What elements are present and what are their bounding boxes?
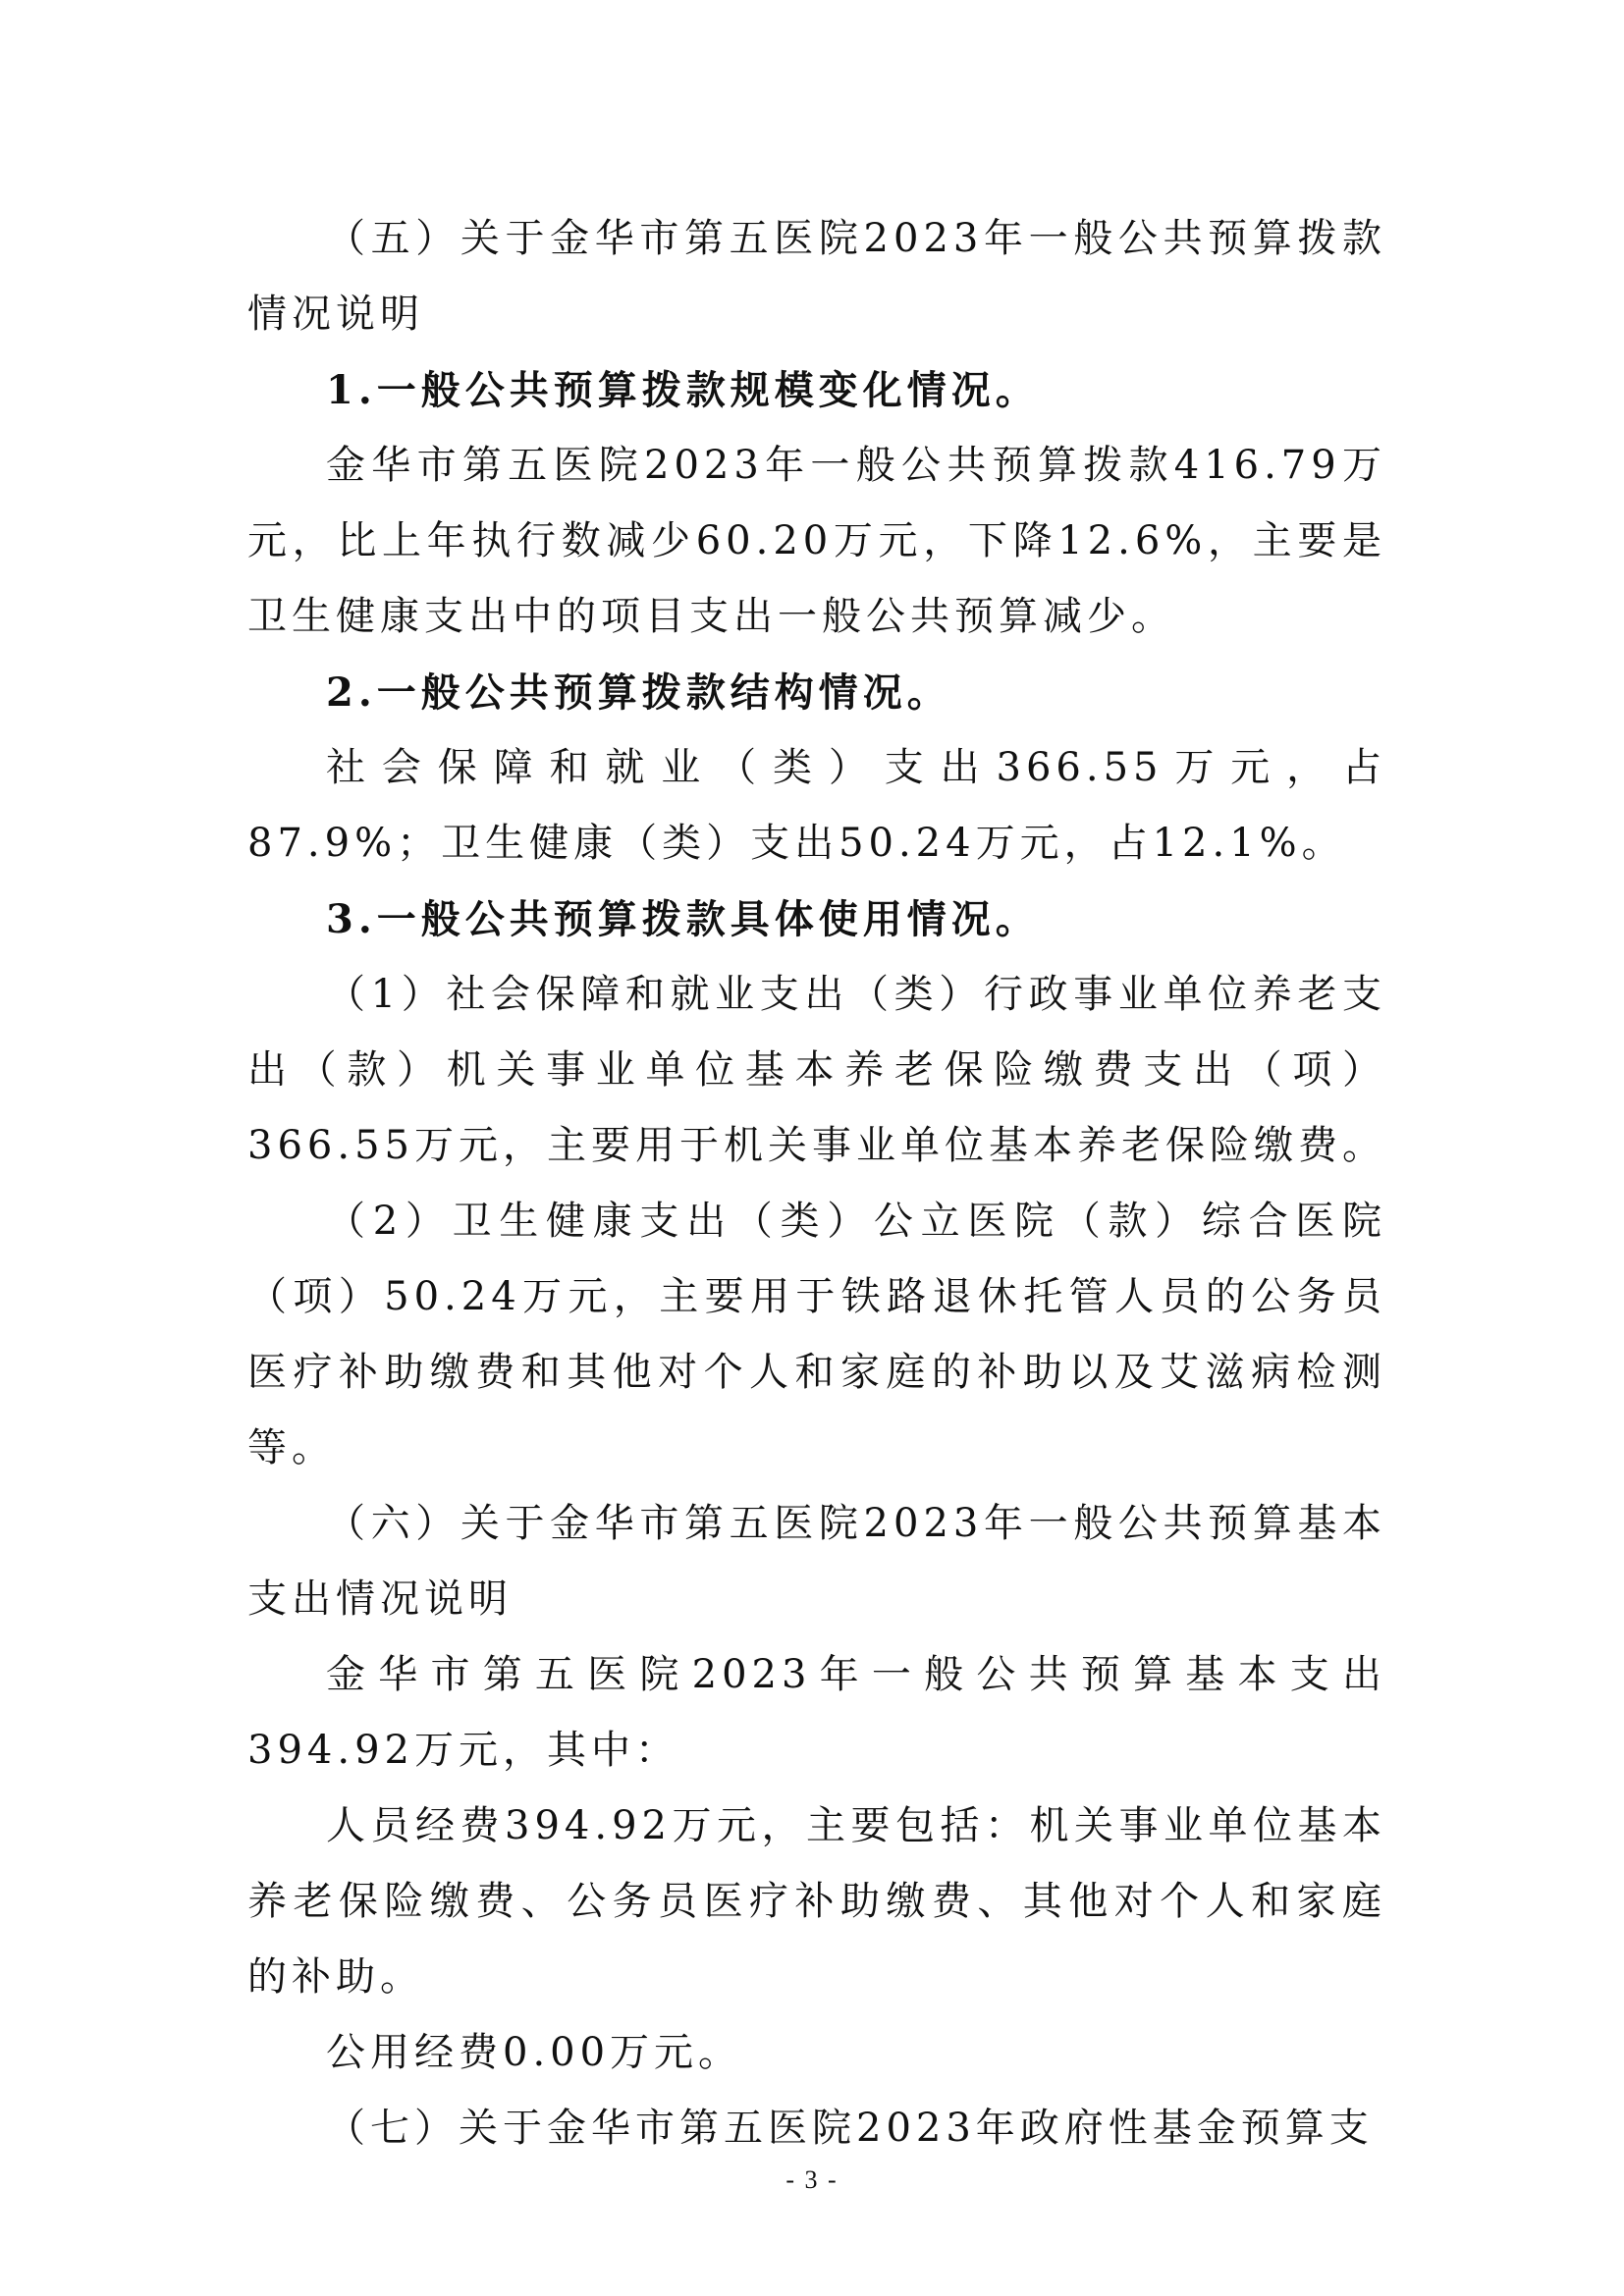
paragraph-usage-2: （2）卫生健康支出（类）公立医院（款）综合医院（项）50.24万元，主要用于铁路退休托管人员的公务员医疗补助缴费和其他对个人和家庭的补助以及艾滋病检测等。	[247, 1199, 1386, 1470]
paragraph-usage-1: （1）社会保障和就业支出（类）行政事业单位养老支出（款）机关事业单位基本养老保险缴费支出（项）366.55万元，主要用于机关事业单位基本养老保险缴费。	[247, 972, 1386, 1168]
page-number: - 3 -	[785, 2165, 839, 2194]
section-heading-five: （五）关于金华市第五医院2023年一般公共预算拨款情况说明	[247, 216, 1386, 337]
paragraph-structure: 社会保障和就业（类）支出366.55万元，占87.9%；卫生健康（类）支出50.24万元，占12.1%。	[247, 745, 1386, 866]
paragraph-personnel-expenses: 人员经费394.92万元，主要包括：机关事业单位基本养老保险缴费、公务员医疗补助缴费、其他对个人和家庭的补助。	[247, 1803, 1386, 2000]
paragraph-scale-change: 金华市第五医院2023年一般公共预算拨款416.79万元，比上年执行数减少60.20万元，下降12.6%，主要是卫生健康支出中的项目支出一般公共预算减少。	[247, 443, 1386, 639]
page-body	[247, 201, 1386, 2166]
section-heading-seven: （七）关于金华市第五医院2023年政府性基金预算支	[326, 2106, 1374, 2151]
subheading-usage: 3.一般公共预算拨款具体使用情况。	[326, 896, 1040, 942]
subheading-scale-change: 1.一般公共预算拨款规模变化情况。	[326, 367, 1040, 413]
paragraph-basic-expenditure: 金华市第五医院2023年一般公共预算基本支出394.92万元，其中：	[247, 1652, 1386, 1773]
section-heading-six: （六）关于金华市第五医院2023年一般公共预算基本支出情况说明	[247, 1501, 1386, 1622]
subheading-structure: 2.一般公共预算拨款结构情况。	[326, 669, 951, 716]
paragraph-public-expenses: 公用经费0.00万元。	[326, 2030, 743, 2075]
